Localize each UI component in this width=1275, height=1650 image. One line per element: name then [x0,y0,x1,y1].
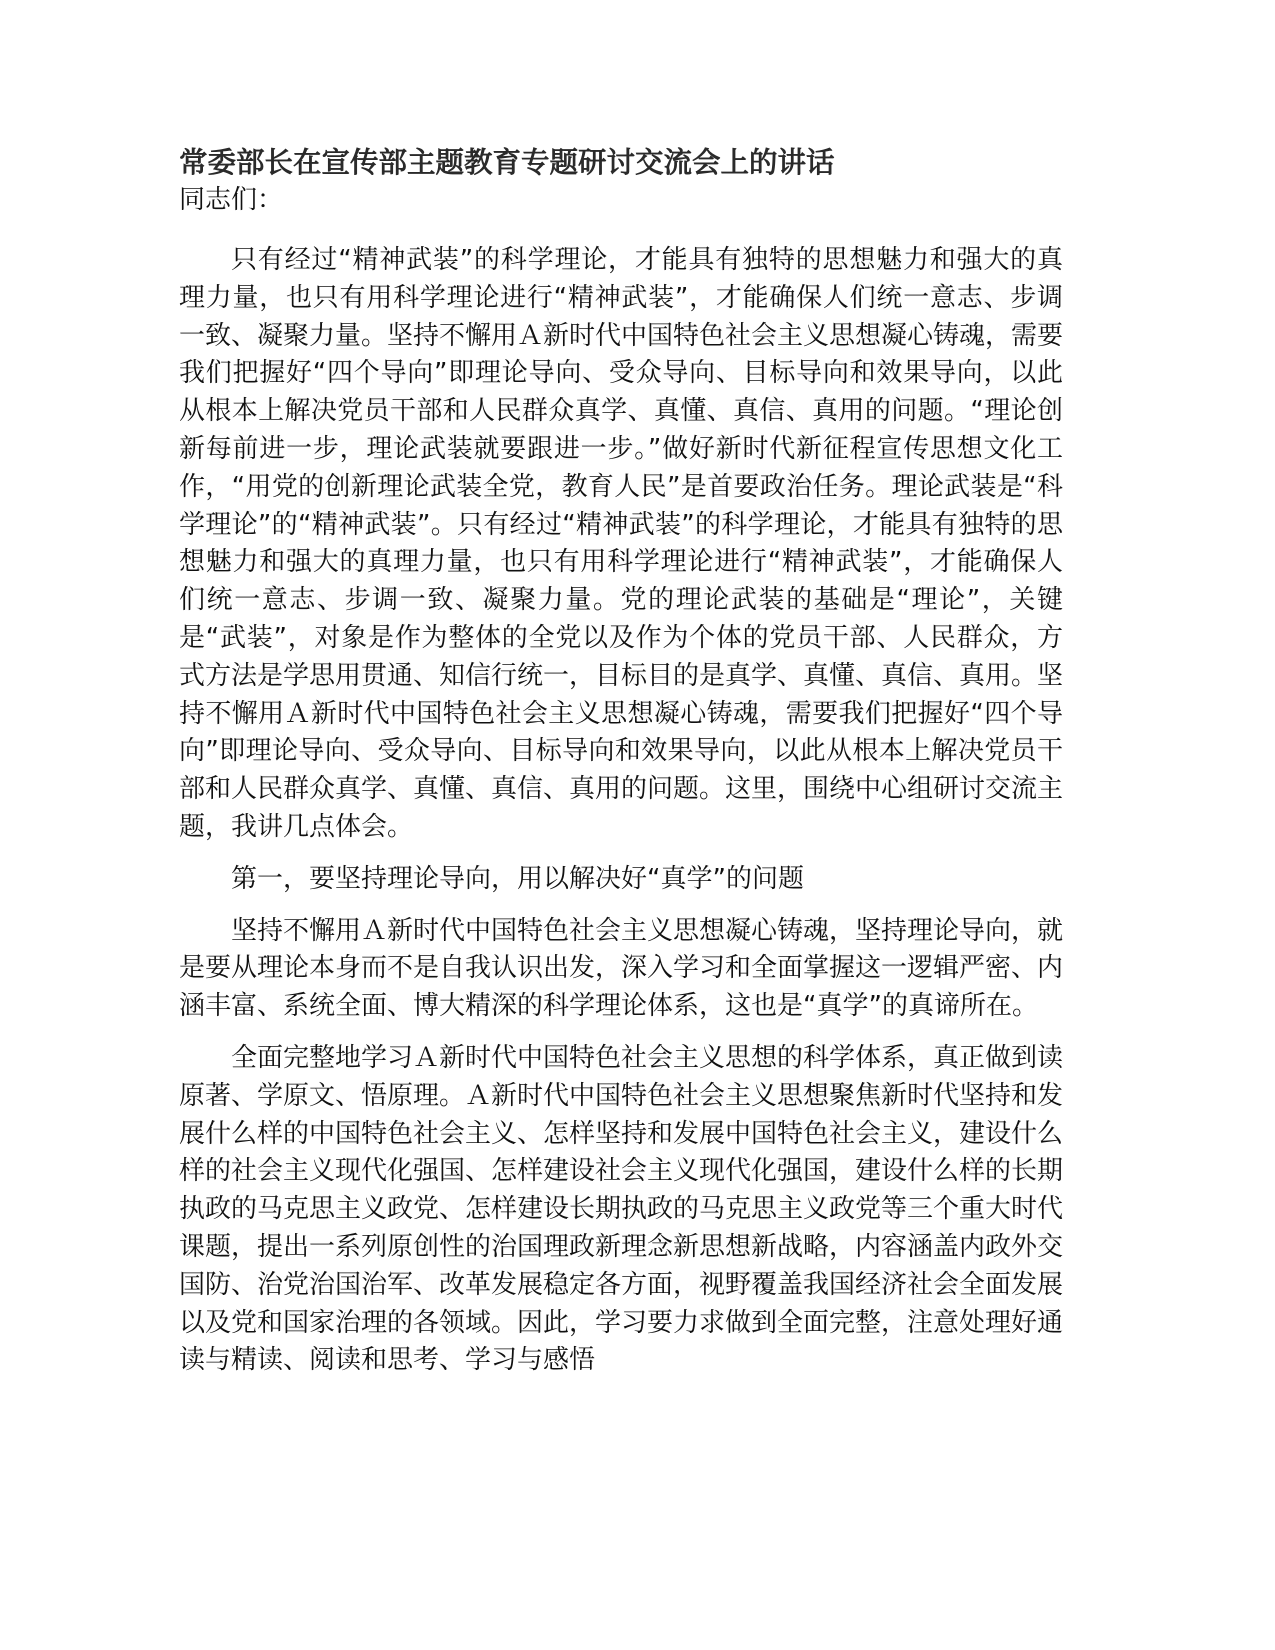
paragraph-intro: 只有经过“精神武装”的科学理论，才能具有独特的思想魅力和强大的真理力量，也只有用科学理论进行“精神武装”，才能确保人们统一意志、步调一致、凝聚力量。坚持不懈用Ａ新时代中国特色社会主义思想凝心铸魂，需要我们把握好“四个导向”即理论导向、受众导向、目标导向和效果导向，以此从根本上解决党员干部和人民群众真学、真懂、真信、真用的问题。“理论创新每前进一步，理论武装就要跟进一步。”做好新时代新征程宣传思想文化工作，“用党的创新理论武装全党，教育人民”是首要政治任务。理论武装是“科学理论”的“精神武装”。只有经过“精神武装”的科学理论，才能具有独特的思想魅力和强大的真理力量，也只有用科学理论进行“精神武装”，才能确保人们统一意志、步调一致、凝聚力量。党的理论武装的基础是“理论”，关键是“武装”，对象是作为整体的全党以及作为个体的党员干部、人民群众，方式方法是学思用贯通、知信行统一，目标目的是真学、真懂、真信、真用。坚持不懈用Ａ新时代中国特色社会主义思想凝心铸魂，需要我们把握好“四个导向”即理论导向、受众导向、目标导向和效果导向，以此从根本上解决党员干部和人民群众真学、真懂、真信、真用的问题。这里，围绕中心组研讨交流主题，我讲几点体会。 [179,245,1064,842]
document-title: 常委部长在宣传部主题教育专题研讨交流会上的讲话 [179,146,835,179]
paragraph-theory-orientation: 坚持不懈用Ａ新时代中国特色社会主义思想凝心铸魂，坚持理论导向，就是要从理论本身而不是自我认识出发，深入学习和全面掌握这一逻辑严密、内涵丰富、系统全面、博大精深的科学理论体系，这也是“真学”的真谛所在。 [179,915,1064,1022]
document-page [179,142,1063,1380]
paragraph-complete-study: 全面完整地学习Ａ新时代中国特色社会主义思想的科学体系，真正做到读原著、学原文、悟原理。Ａ新时代中国特色社会主义思想聚焦新时代坚持和发展什么样的中国特色社会主义、怎样坚持和发展中国特色社会主义，建设什么样的社会主义现代化强国、怎样建设社会主义现代化强国，建设什么样的长期执政的马克思主义政党、怎样建设长期执政的马克思主义政党等三个重大时代课题，提出一系列原创性的治国理政新理念新思想新战略，内容涵盖内政外交国防、治党治国治军、改革发展稳定各方面，视野覆盖我国经济社会全面发展以及党和国家治理的各领域。因此，学习要力求做到全面完整，注意处理好通读与精读、阅读和思考、学习与感悟 [179,1042,1064,1376]
salutation: 同志们： [179,185,284,215]
section-heading-first: 第一，要坚持理论导向，用以解决好“真学”的问题 [231,863,804,894]
